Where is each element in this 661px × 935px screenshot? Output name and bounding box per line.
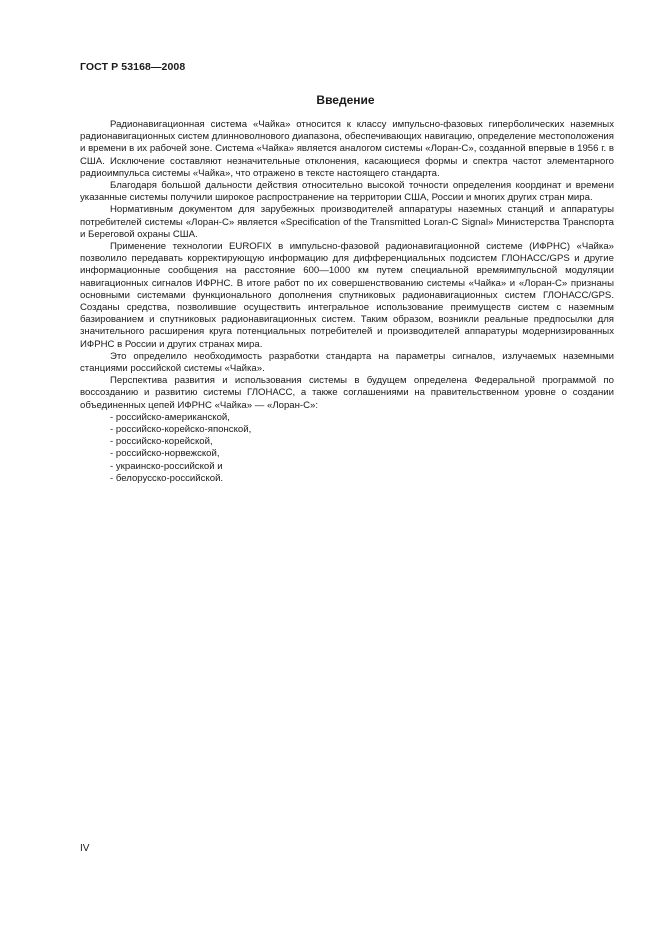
list-item: - российско-корейской, — [110, 436, 213, 448]
chain-list — [80, 412, 614, 485]
list-item: - российско-американской, — [110, 411, 230, 423]
body-text — [80, 119, 614, 485]
paragraph: Применение технологии EUROFIX в импульсно-фазовой радионавигационной системе (ИФРНС) «Чайка» позволило передавать корректирующую информацию для дифференциальных подсистем ГЛОНАСС/GPS и другие информационные сообщения на расстояние 600—1000 км путем специальной времяимпульсной модуляции навигационных сигналов ИФРНС. В итоге работ по их совершенствованию системы «Чайка» и «Лоран-С» признаны основными системами функционального дополнения спутниковых радионавигационных систем ГЛОНАСС/GPS. Созданы средства, позволившие осуществить интегральное использование преимуществ систем с наземным базированием и спутниковых радионавигационных систем. Таким образом, возникли реальные предпосылки для значительного расширения круга потенциальных потребителей и производителей аппаратуры модернизированных ИФРНС в России и других странах мира. — [80, 241, 614, 350]
paragraph: Это определило необходимость разработки стандарта на параметры сигналов, излучаемых наземными станциями российской системы «Чайка». — [80, 350, 614, 375]
paragraph: Нормативным документом для зарубежных производителей аппаратуры наземных станций и аппаратуры потребителей системы «Лоран-С» является «Specification of the Transmitted Loran-C Signal» Министерства Транспорта и Береговой охраны США. — [80, 204, 614, 240]
list-item: - российско-корейско-японской, — [110, 424, 252, 436]
paragraph: Благодаря большой дальности действия относительно высокой точности определения координат и времени указанные системы получили широкое распространение на территории США, России и многих других стран мира. — [80, 180, 614, 204]
standard-header: ГОСТ Р 53168—2008 — [80, 61, 186, 73]
paragraph: Перспектива развития и использования системы в будущем определена Федеральной программой по воссозданию и развитию системы ГЛОНАСС, а также соглашениями на правительственном уровне о создании объединенных цепей ИФРНС «Чайка» — «Лоран-С»: — [80, 375, 614, 411]
paragraph: Радионавигационная система «Чайка» относится к классу импульсно-фазовых гиперболических наземных радионавигационных систем длинноволнового диапазона, обеспечивающих навигацию, определение местоположения и времени в их рабочей зоне. Система «Чайка» является аналогом системы «Лоран-С», созданной впервые в 1956 г. в США. Исключение составляют незначительные отклонения, касающиеся формы и спектра частот элементарного радиоимпульса системы «Чайка», что отражено в тексте настоящего стандарта. — [80, 119, 614, 179]
list-item: - украинско-российской и — [110, 460, 223, 472]
list-item: - российско-норвежской, — [110, 448, 220, 460]
page-number: IV — [80, 843, 90, 854]
list-item: - белорусско-российской. — [110, 472, 224, 484]
section-title: Введение — [316, 93, 375, 107]
